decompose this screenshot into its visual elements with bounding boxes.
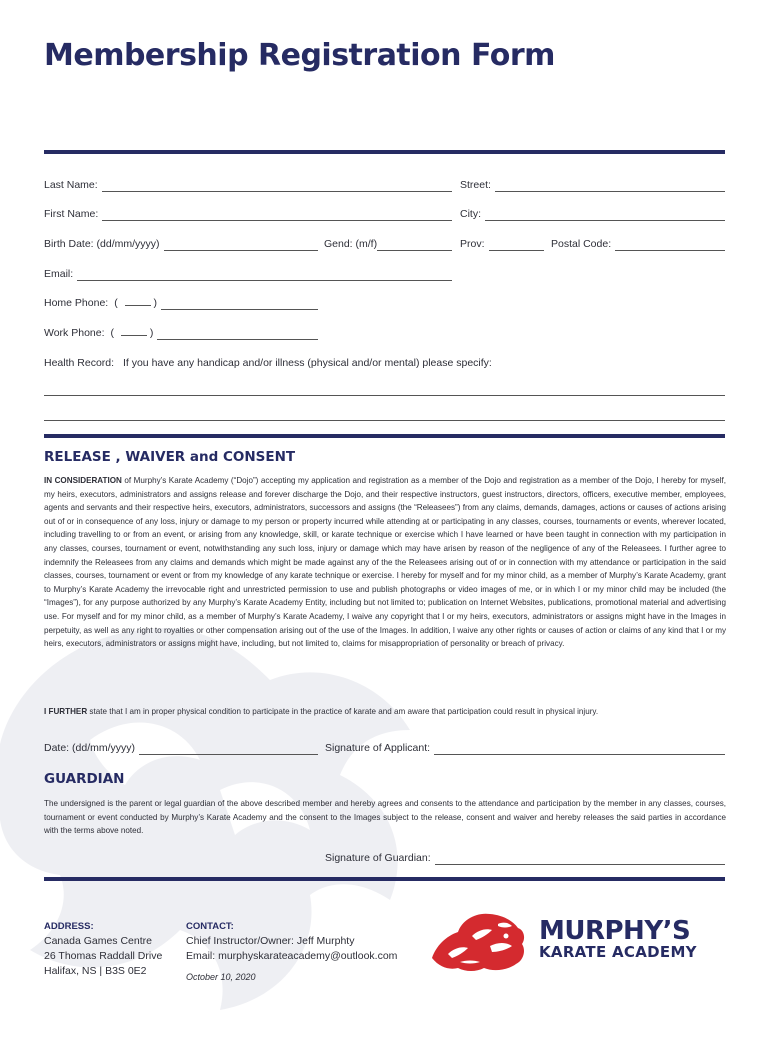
applicant-signature-label: Signature of Applicant: <box>325 742 431 754</box>
gender-field[interactable] <box>324 237 452 251</box>
guardian-signature-line[interactable] <box>435 853 725 865</box>
guardian-paragraph: The undersigned is the parent or legal guardian of the above described member and hereby agrees and consents to the attendance and participation by the member in any classes, courses, tournament or event conducted by Murphy’s Karate Academy and the consent to the Images subject to the release, consent and waiver and hereby releases the said parties in accordance with the terms above noted. <box>44 799 726 836</box>
email-line[interactable] <box>77 269 452 281</box>
health-record-row <box>44 356 725 370</box>
home-phone-field[interactable] <box>44 296 318 310</box>
prov-field[interactable] <box>460 237 544 251</box>
further-paragraph <box>44 705 726 719</box>
email-field[interactable] <box>44 267 452 281</box>
contact-block <box>186 919 426 985</box>
gender-line[interactable] <box>377 239 452 251</box>
work-phone-line[interactable] <box>157 328 318 340</box>
health-record-line-2[interactable] <box>44 420 725 421</box>
header-divider <box>44 150 725 154</box>
postal-code-line[interactable] <box>615 239 725 251</box>
city-line[interactable] <box>485 209 725 221</box>
gender-label: Gend: (m/f) <box>324 238 378 250</box>
applicant-date-line[interactable] <box>139 743 318 755</box>
contact-owner: Chief Instructor/Owner: Jeff Murphty <box>186 935 355 947</box>
further-lead: I FURTHER <box>44 707 88 716</box>
brand-logo-line-1: MURPHY’S <box>539 916 691 946</box>
work-phone-label: Work Phone: <box>44 327 105 339</box>
street-label: Street: <box>460 179 491 191</box>
applicant-date-label: Date: (dd/mm/yyyy) <box>44 742 136 754</box>
form-date: October 10, 2020 <box>186 972 256 982</box>
prov-label: Prov: <box>460 238 485 250</box>
city-label: City: <box>460 208 481 220</box>
brand-logo <box>539 918 697 961</box>
guardian-heading: GUARDIAN <box>44 771 125 787</box>
address-block <box>44 919 184 979</box>
further-body: state that I am in proper physical condition to participate in the practice of karate and am aware that participation could result in physical injury. <box>89 707 599 716</box>
applicant-signature-line[interactable] <box>434 743 725 755</box>
first-name-line[interactable] <box>102 209 452 221</box>
home-phone-label: Home Phone: <box>44 297 109 309</box>
guardian-signature-field[interactable] <box>325 851 725 865</box>
brand-logo-line-2: KARATE ACADEMY <box>539 943 697 961</box>
address-line-3: Halifax, NS | B3S 0E2 <box>44 965 147 977</box>
birth-date-line[interactable] <box>164 239 318 251</box>
page-title: Membership Registration Form <box>44 38 555 73</box>
contact-email[interactable]: Email: murphyskarateacademy@outlook.com <box>186 950 398 962</box>
email-label: Email: <box>44 268 74 280</box>
postal-code-field[interactable] <box>551 237 725 251</box>
last-name-field[interactable] <box>44 178 452 192</box>
birth-date-label: Birth Date: (dd/mm/yyyy) <box>44 238 160 250</box>
home-phone-line[interactable] <box>161 298 318 310</box>
release-body: of Murphy’s Karate Academy (“Dojo”) accepting my application and registration as a member of the Dojo and registration as a member of the Dojo, I hereby for myself, my heirs, executors, administrators and assigns release and forever discharge the Dojo, and their respective instructors, guest instructors, directors, officers, executive member, employees, agents and servants and their respective heirs, executors, administrators, successors and assigns (the “Releasees”) from any claims, demands, damages, actions or causes of actions arising out of or in consequence of any loss, injury or damage to my person or property incurred while attending at or participating in any classes, courses, tournaments or events, wherever located, including travelling to or from an event, or arising from any knowledge, skill, or karate technique or exercise which I have learned or have been taught in connection with my participation in any classes, courses, tournament or event, notwithstanding any such loss, injury or damage which may have arisen by reason of the negligence of any of the Releasees. I further agree to indemnify the Releasees from any claims and demands which might be made against any of the the Releasees arising out of or in connection with my attendance or participation in the said classes, courses, tournament or event or from my knowledge of any karate technique or exercise. I hereby for myself and for my minor child, as a member of Murphy’s Karate Academy, grant to Murphy’s Karate Academy the irrevocable right and unrestricted permission to use and publish photographs or video images of me, or in which I or my minor child may be included (the “Images”), for any purpose authorized by any Murphy’s Karate Academy Entity, including but not limited to; publication on Internet Websites, publications, promotional material and advertising use. For myself and for my minor child, as a member of Murphy’s Karate Academy, I waive any copyright that I or my heirs, executors, administrators or assigns might have in the Images in perpetuity, as well as any right to royalties or other compensation arising out of the use of the Images. In addition, I waive any other rights or causes of action or claims of any kind that I or my heirs, executors, administrators or assigns might have, including, but not limited to, claims for misappropriation of personality or breach of privacy. <box>44 476 726 649</box>
birth-date-field[interactable] <box>44 237 318 251</box>
health-record-line-1[interactable] <box>44 395 725 396</box>
release-heading: RELEASE , WAIVER and CONSENT <box>44 449 296 465</box>
last-name-label: Last Name: <box>44 179 98 191</box>
postal-code-label: Postal Code: <box>551 238 612 250</box>
first-name-label: First Name: <box>44 208 99 220</box>
address-line-1: Canada Games Centre <box>44 935 152 947</box>
prov-line[interactable] <box>489 239 544 251</box>
first-name-field[interactable] <box>44 207 452 221</box>
work-phone-field[interactable] <box>44 326 318 340</box>
health-record-label: Health Record: <box>44 357 115 369</box>
address-heading: ADDRESS: <box>44 921 94 932</box>
contact-heading: CONTACT: <box>186 921 234 932</box>
release-lead: IN CONSIDERATION <box>44 476 122 485</box>
home-phone-area-code[interactable]: ( ) <box>114 297 158 309</box>
street-line[interactable] <box>495 180 725 192</box>
last-name-line[interactable] <box>102 180 452 192</box>
release-paragraph <box>44 474 726 651</box>
applicant-date-field[interactable] <box>44 741 318 755</box>
release-divider <box>44 434 725 438</box>
guardian-signature-label: Signature of Guardian: <box>325 852 431 864</box>
applicant-signature-field[interactable] <box>325 741 725 755</box>
address-line-2: 26 Thomas Raddall Drive <box>44 950 163 962</box>
city-field[interactable] <box>460 207 725 221</box>
footer-divider <box>44 877 725 881</box>
street-field[interactable] <box>460 178 725 192</box>
tiger-logo-icon <box>428 906 528 976</box>
health-record-prompt: If you have any handicap and/or illness (physical and/or mental) please specify: <box>122 357 492 369</box>
work-phone-area-code[interactable]: ( ) <box>110 327 154 339</box>
